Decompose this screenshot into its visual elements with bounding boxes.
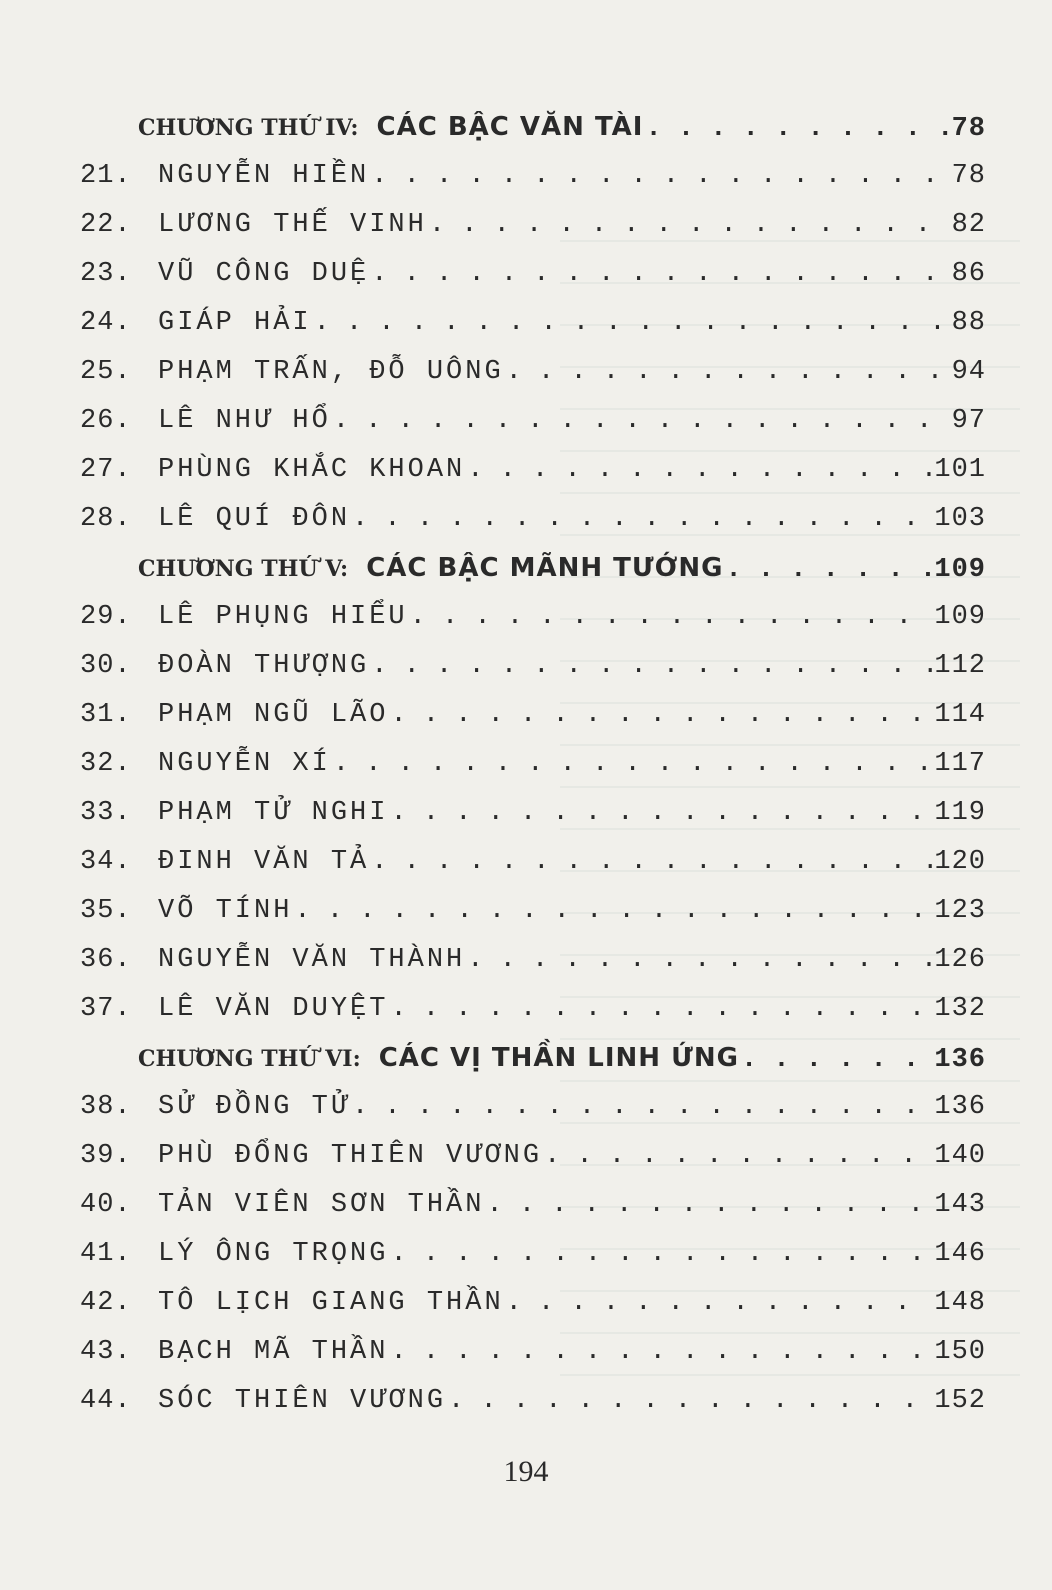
entry-page: 143	[934, 1190, 986, 1220]
entry-number: 38.	[80, 1092, 132, 1122]
entry-page: 117	[934, 749, 986, 779]
toc-entry	[80, 1328, 986, 1377]
chapter-page: 78	[951, 114, 986, 144]
entry-title: ĐINH VĂN TẢ	[158, 847, 370, 877]
entry-title: NGUYỄN HIỀN	[158, 161, 370, 191]
toc-entry	[80, 789, 986, 838]
toc-entry	[80, 152, 986, 201]
dot-leader	[725, 546, 932, 593]
entry-number: 32.	[80, 749, 132, 779]
table-of-contents	[80, 103, 986, 1426]
entry-title: LÊ QUÍ ĐÔN	[158, 504, 351, 534]
entry-page: 119	[934, 798, 986, 828]
entry-page: 86	[951, 259, 986, 289]
entry-title: LÊ PHỤNG HIỂU	[158, 602, 408, 632]
toc-entry	[80, 397, 986, 446]
entry-page: 123	[934, 896, 986, 926]
entry-title: LÊ NHƯ HỔ	[158, 406, 331, 436]
entry-number: 40.	[80, 1190, 132, 1220]
entry-page: 136	[934, 1092, 986, 1122]
entry-number: 35.	[80, 896, 132, 926]
entry-title: TẢN VIÊN SƠN THẦN	[158, 1190, 485, 1220]
toc-entry	[80, 740, 986, 789]
toc-entry	[80, 1230, 986, 1279]
entry-number: 34.	[80, 847, 132, 877]
chapter-title: CÁC BẬC VĂN TÀI	[376, 112, 644, 142]
toc-entry	[80, 985, 986, 1034]
dot-leader	[467, 936, 932, 985]
dot-leader	[410, 593, 933, 642]
entry-number: 25.	[80, 357, 132, 387]
entry-page: 114	[934, 700, 986, 730]
entry-title: SÓC THIÊN VƯƠNG	[158, 1386, 447, 1416]
entry-title: NGUYỄN XÍ	[158, 749, 331, 779]
chapter-title: CÁC BẬC MÃNH TƯỚNG	[366, 553, 724, 583]
toc-entry	[80, 1279, 986, 1328]
entry-title: TÔ LỊCH GIANG THẦN	[158, 1288, 504, 1318]
dot-leader	[371, 642, 932, 691]
dot-leader	[429, 201, 950, 250]
entry-number: 21.	[80, 161, 132, 191]
dot-leader	[352, 495, 932, 544]
entry-page: 132	[934, 994, 986, 1024]
entry-page: 97	[951, 406, 986, 436]
entry-page: 94	[951, 357, 986, 387]
toc-entry	[80, 691, 986, 740]
dot-leader	[506, 1279, 933, 1328]
entry-page: 150	[934, 1337, 986, 1367]
entry-page: 101	[934, 455, 986, 485]
entry-number: 42.	[80, 1288, 132, 1318]
entry-page: 140	[934, 1141, 986, 1171]
toc-entry	[80, 348, 986, 397]
toc-entry	[80, 887, 986, 936]
toc-entry	[80, 446, 986, 495]
toc-entry	[80, 1083, 986, 1132]
entry-page: 82	[951, 210, 986, 240]
entry-title: PHẠM NGŨ LÃO	[158, 700, 389, 730]
entry-number: 30.	[80, 651, 132, 681]
entry-title: PHẠM TRẤN, ĐỖ UÔNG	[158, 357, 504, 387]
chapter-title: CÁC VỊ THẦN LINH ỨNG	[378, 1043, 739, 1073]
dot-leader	[314, 299, 950, 348]
entry-title: NGUYỄN VĂN THÀNH	[158, 945, 466, 975]
chapter-page: 109	[934, 555, 986, 585]
chapter-heading	[80, 103, 986, 152]
entry-number: 36.	[80, 945, 132, 975]
dot-leader	[467, 446, 932, 495]
entry-number: 29.	[80, 602, 132, 632]
entry-number: 37.	[80, 994, 132, 1024]
entry-title: PHẠM TỬ NGHI	[158, 798, 389, 828]
toc-entry	[80, 838, 986, 887]
dot-leader	[352, 1083, 932, 1132]
toc-entry	[80, 936, 986, 985]
dot-leader	[544, 1132, 932, 1181]
entry-title: PHÙ ĐỔNG THIÊN VƯƠNG	[158, 1141, 543, 1171]
entry-title: LÊ VĂN DUYỆT	[158, 994, 389, 1024]
dot-leader	[390, 1230, 932, 1279]
toc-entry	[80, 299, 986, 348]
chapter-page: 136	[934, 1045, 986, 1075]
entry-page: 78	[951, 161, 986, 191]
toc-entry	[80, 250, 986, 299]
entry-title: PHÙNG KHẮC KHOAN	[158, 455, 466, 485]
entry-number: 31.	[80, 700, 132, 730]
dot-leader	[486, 1181, 932, 1230]
dot-leader	[390, 789, 932, 838]
chapter-label: CHƯƠNG THỨ V:	[138, 556, 349, 582]
entry-number: 27.	[80, 455, 132, 485]
entry-page: 88	[951, 308, 986, 338]
chapter-label: CHƯƠNG THỨ VI:	[138, 1046, 361, 1072]
entry-number: 23.	[80, 259, 132, 289]
entry-number: 39.	[80, 1141, 132, 1171]
entry-title: GIÁP HẢI	[158, 308, 312, 338]
entry-page: 146	[934, 1239, 986, 1269]
entry-page: 126	[934, 945, 986, 975]
dot-leader	[371, 838, 932, 887]
chapter-label: CHƯƠNG THỨ IV:	[138, 115, 359, 141]
dot-leader	[390, 691, 932, 740]
entry-number: 43.	[80, 1337, 132, 1367]
entry-page: 103	[934, 504, 986, 534]
toc-entry	[80, 642, 986, 691]
entry-title: ĐOÀN THƯỢNG	[158, 651, 370, 681]
entry-number: 41.	[80, 1239, 132, 1269]
dot-leader	[741, 1036, 932, 1083]
dot-leader	[448, 1377, 932, 1426]
entry-number: 26.	[80, 406, 132, 436]
entry-title: LÝ ÔNG TRỌNG	[158, 1239, 389, 1269]
toc-entry	[80, 495, 986, 544]
entry-title: BẠCH MÃ THẦN	[158, 1337, 389, 1367]
dot-leader	[294, 887, 932, 936]
entry-title: VÕ TÍNH	[158, 896, 293, 926]
dot-leader	[645, 105, 949, 152]
entry-number: 33.	[80, 798, 132, 828]
entry-number: 28.	[80, 504, 132, 534]
entry-title: SỬ ĐỒNG TỬ	[158, 1092, 351, 1122]
entry-page: 148	[934, 1288, 986, 1318]
entry-page: 120	[934, 847, 986, 877]
chapter-heading	[80, 1034, 986, 1083]
dot-leader	[371, 152, 949, 201]
page-number: 194	[503, 1455, 549, 1488]
entry-title: VŨ CÔNG DUỆ	[158, 259, 370, 289]
dot-leader	[506, 348, 950, 397]
entry-title: LƯƠNG THẾ VINH	[158, 210, 427, 240]
entry-page: 152	[934, 1386, 986, 1416]
toc-entry	[80, 1377, 986, 1426]
entry-page: 112	[934, 651, 986, 681]
entry-number: 22.	[80, 210, 132, 240]
toc-entry	[80, 1181, 986, 1230]
dot-leader	[371, 250, 949, 299]
toc-entry	[80, 593, 986, 642]
entry-page: 109	[934, 602, 986, 632]
dot-leader	[333, 397, 950, 446]
dot-leader	[390, 1328, 932, 1377]
toc-entry	[80, 1132, 986, 1181]
chapter-heading	[80, 544, 986, 593]
entry-number: 24.	[80, 308, 132, 338]
entry-number: 44.	[80, 1386, 132, 1416]
dot-leader	[390, 985, 932, 1034]
toc-entry	[80, 201, 986, 250]
dot-leader	[333, 740, 933, 789]
